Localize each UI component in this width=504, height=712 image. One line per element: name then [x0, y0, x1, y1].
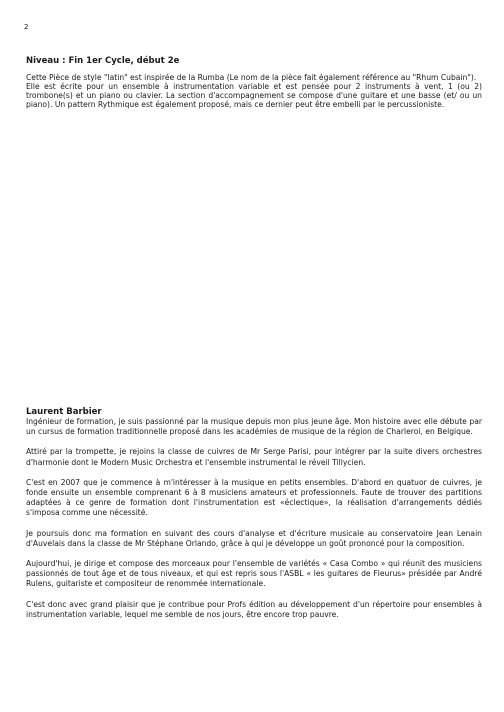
intro-paragraph: Cette Pièce de style "latin" est inspirée de la Rumba (Le nom de la pièce fait également référence au "Rhum Cubain"). — [26, 73, 477, 82]
bio-paragraph: C'est donc avec grand plaisir que je contribue pour Profs édition au développement d'un répertoire pour ensembles à instrumentation variable, lequel me semble de nos jours, être encore trop pauvre. — [26, 599, 482, 619]
author-name: Laurent Barbier — [26, 407, 102, 417]
intro-paragraph: Elle est écrite pour un ensemble à instrumentation variable et est pensée pour 2 instruments à vent, 1 (ou 2) trombone(s) et un piano ou clavier. La section d'accompagnement se compose d'une guitare et une basse (et/ ou un piano). Un pattern Rythmique est également proposé, mais ce dernier peut être embelli par le percussioniste. — [26, 82, 482, 109]
bio-paragraph: Je poursuis donc ma formation en suivant des cours d'analyse et d'écriture musicale au conservatoire Jean Lenain d'Auvelais dans la classe de Mr Stéphane Orlando, grâce à qui je développe un goût prononcé pour la composition. — [26, 528, 482, 548]
bio-paragraph: Aujourd'hui, je dirige et compose des morceaux pour l'ensemble de variétés « Casa Combo » qui réunit des musiciens passionnés de tout âge et de tous niveaux, et qui est repris sous l'ASBL « les guitares de Fleurus» présidée par André Rulens, guitariste et compositeur de renommée internationale. — [26, 559, 482, 589]
bio-paragraph: Ingénieur de formation, je suis passionné par la musique depuis mon plus jeune âge. Mon histoire avec elle débute par un cursus de formation traditionnelle proposé dans les académies de musique de la région de Charleroi, en Belgique. — [26, 417, 482, 437]
intro-section — [26, 73, 482, 109]
bio-paragraph: C'est en 2007 que je commence à m'intéresser à la musique en petits ensembles. D'abord en quatuor de cuivres, je fonde ensuite un ensemble comprenant 6 à 8 musiciens amateurs et professionnels. Faute de trouver des partitions adaptées à ce genre de formation dont l'instrumentation est «éclectique», la réalisation d'arrangements dédiés s'imposa comme une nécessité. — [26, 477, 482, 518]
page-number: 2 — [24, 23, 29, 31]
biography-section — [26, 417, 482, 630]
level-heading: Niveau : Fin 1er Cycle, début 2e — [26, 56, 180, 66]
bio-paragraph: Attiré par la trompette, je rejoins la classe de cuivres de Mr Serge Parisi, pour intégrer par la suite divers orchestres d'harmonie dont le Modern Music Orchestra et l'ensemble instrumental le réveil Tillycien. — [26, 447, 482, 467]
